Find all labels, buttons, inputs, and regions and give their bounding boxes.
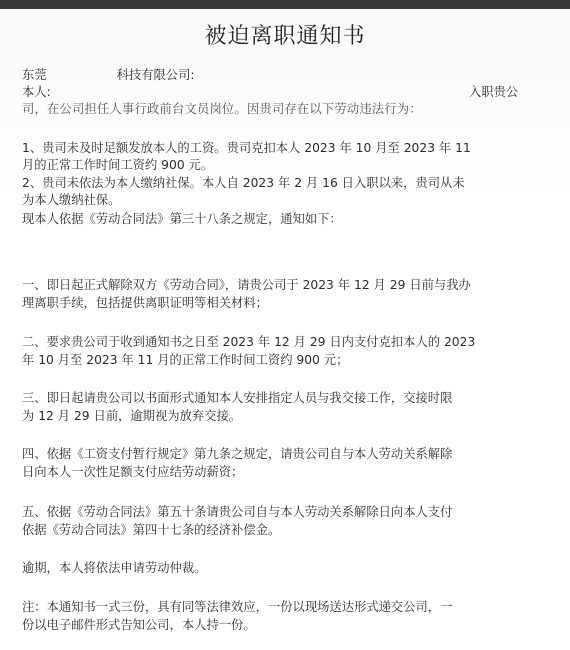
item-3-line-1: 三、即日起请贵公司以书面形式通知本人安排指定人员与我交接工作，交接时限 <box>22 391 453 405</box>
company-addressee-line <box>22 67 542 84</box>
document-page <box>0 9 570 650</box>
company-suffix: 科技有限公司: <box>116 68 195 82</box>
person-tail: 入职贵公 <box>469 85 519 99</box>
violation-1-line-1: 1、贵司未及时足额发放本人的工资。贵司克扣本人 2023 年 10 月至 2023 年 11 <box>22 141 471 155</box>
notice-intro: 现本人依据《劳动合同法》第三十八条之规定，通知如下： <box>22 212 342 226</box>
company-prefix: 东莞 <box>22 68 47 82</box>
redacted-company-name <box>47 69 117 82</box>
violation-2-line-2: 为本人缴纳社保。 <box>22 193 121 207</box>
intro-line: 司，在公司担任人事行政前台文员岗位。因贵司存在以下劳动违法行为： <box>22 102 422 116</box>
window-top-bar <box>0 0 570 9</box>
item-5-line-1: 五、依据《劳动合同法》第五十条请贵公司自与本人劳动关系解除日向本人支付 <box>22 505 453 519</box>
note-line-1: 注：本通知书一式三份，具有同等法律效应，一份以现场送达形式递交公司，一 <box>22 600 453 614</box>
person-line <box>22 84 542 101</box>
violation-2-line-1: 2、贵司未依法为本人缴纳社保。本人自 2023 年 2 月 16 日入职以来，贵司从未 <box>22 176 465 190</box>
item-4-line-1: 四、依据《工资支付暂行规定》第九条之规定，请贵公司自与本人劳动关系解除 <box>22 447 453 461</box>
document-title: 被迫离职通知书 <box>204 24 366 49</box>
violation-1-line-2: 月的正常工作时间工资约 900 元。 <box>22 158 214 172</box>
item-4-line-2: 日向本人一次性足额支付应结劳动薪资； <box>22 465 244 479</box>
item-5-line-2: 依据《劳动合同法》第四十七条的经济补偿金。 <box>22 523 281 537</box>
note-line-2: 份以电子邮件形式告知公司，本人持一份。 <box>22 618 256 632</box>
item-2-line-2: 年 10 月至 2023 年 11 月的正常工作时间工资约 900 元； <box>22 353 349 367</box>
item-1-line-2: 理离职手续，包括提供离职证明等相关材料； <box>22 296 268 310</box>
item-3-line-2: 为 12 月 29 日前，逾期视为放弃交接。 <box>22 409 242 423</box>
item-2-line-1: 二、要求贵公司于收到通知书之日至 2023 年 12 月 29 日内支付克扣本人的 2023 <box>22 335 476 349</box>
person-label: 本人: <box>22 85 51 99</box>
item-1-line-1: 一、即日起正式解除双方《劳动合同》，请贵公司于 2023 年 12 月 29 日前与我办 <box>22 278 471 292</box>
closing-line: 逾期，本人将依法申请劳动仲裁。 <box>22 561 207 575</box>
